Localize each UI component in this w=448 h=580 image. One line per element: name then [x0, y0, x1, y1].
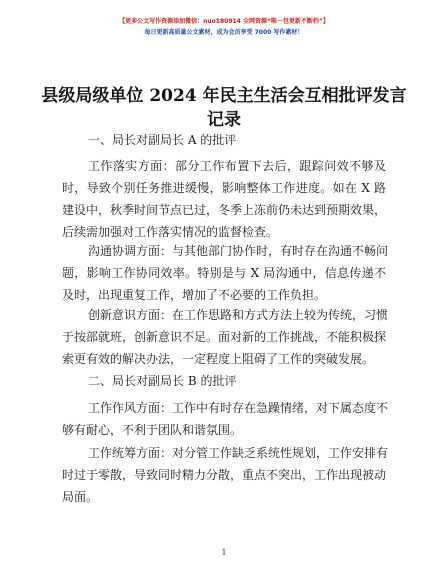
paragraph-line: 建设中，秋季时间节点已过，冬季上冻前仍未达到预期效果，	[62, 203, 387, 217]
paragraph-communication	[62, 240, 389, 306]
paragraph-line: 时过于零散，导致同时精力分散，重点不突出，工作出现被动	[62, 468, 387, 482]
paragraph-line: 够有耐心，不利于团队和谐氛围。	[62, 423, 243, 437]
document-title-continued: 记录	[207, 110, 241, 130]
paragraph-line: 工作统筹方面：对分管工作缺乏系统性规划，工作安排有	[88, 446, 389, 460]
paragraph-line: 创新意识方面：在工作思路和方式方法上较为传统，习惯	[88, 308, 389, 322]
paragraph-line: 工作作风方面：工作中有时存在急躁情绪，对下属态度不	[88, 401, 389, 415]
paragraph-innovation	[62, 304, 389, 370]
paragraph-line: 及时，出现重复工作，增加了不必要的工作负担。	[62, 288, 327, 302]
section-heading-1: 一、局长对副局长 A 的批评	[88, 133, 237, 147]
paragraph-line: 索更有效的解决办法，一定程度上阻碍了工作的突破发展。	[62, 352, 375, 366]
paragraph-work-style	[62, 397, 389, 441]
paragraph-line: 工作落实方面：部分工作布置下去后，跟踪问效不够及	[88, 159, 386, 173]
document-title: 县级局级单位 2024 年民主生活会互相批评发言	[41, 86, 407, 106]
section-heading-2: 二、局长对副局长 B 的批评	[88, 374, 237, 388]
paragraph-work-implementation	[62, 155, 386, 243]
paragraph-line: 沟通协调方面：与其他部门协作时，有时存在沟通不畅问	[88, 244, 389, 258]
paragraph-line: 于按部就班，创新意识不足。面对新的工作挑战，不能积极探	[62, 330, 387, 344]
page-number: 1	[221, 548, 227, 557]
promo-banner-line-1: 【更多公文写作资源添加微信：nuo180914 全网资源“唯一包更新不断档”】	[119, 18, 329, 25]
paragraph-line: 题，影响工作协同效率。特别是与 X 局沟通中，信息传递不	[62, 266, 386, 280]
paragraph-line: 后续需加强对工作落实情况的监督检查。	[62, 225, 279, 239]
paragraph-line: 时，导致个别任务推进缓慢，影响整体工作进度。如在 X 路	[62, 181, 386, 195]
paragraph-line: 局面。	[62, 490, 99, 504]
paragraph-planning	[62, 442, 389, 508]
promo-banner-line-2: 每日更新高质量公文素材，成为会员享受 7000 写作素材！	[144, 29, 304, 36]
